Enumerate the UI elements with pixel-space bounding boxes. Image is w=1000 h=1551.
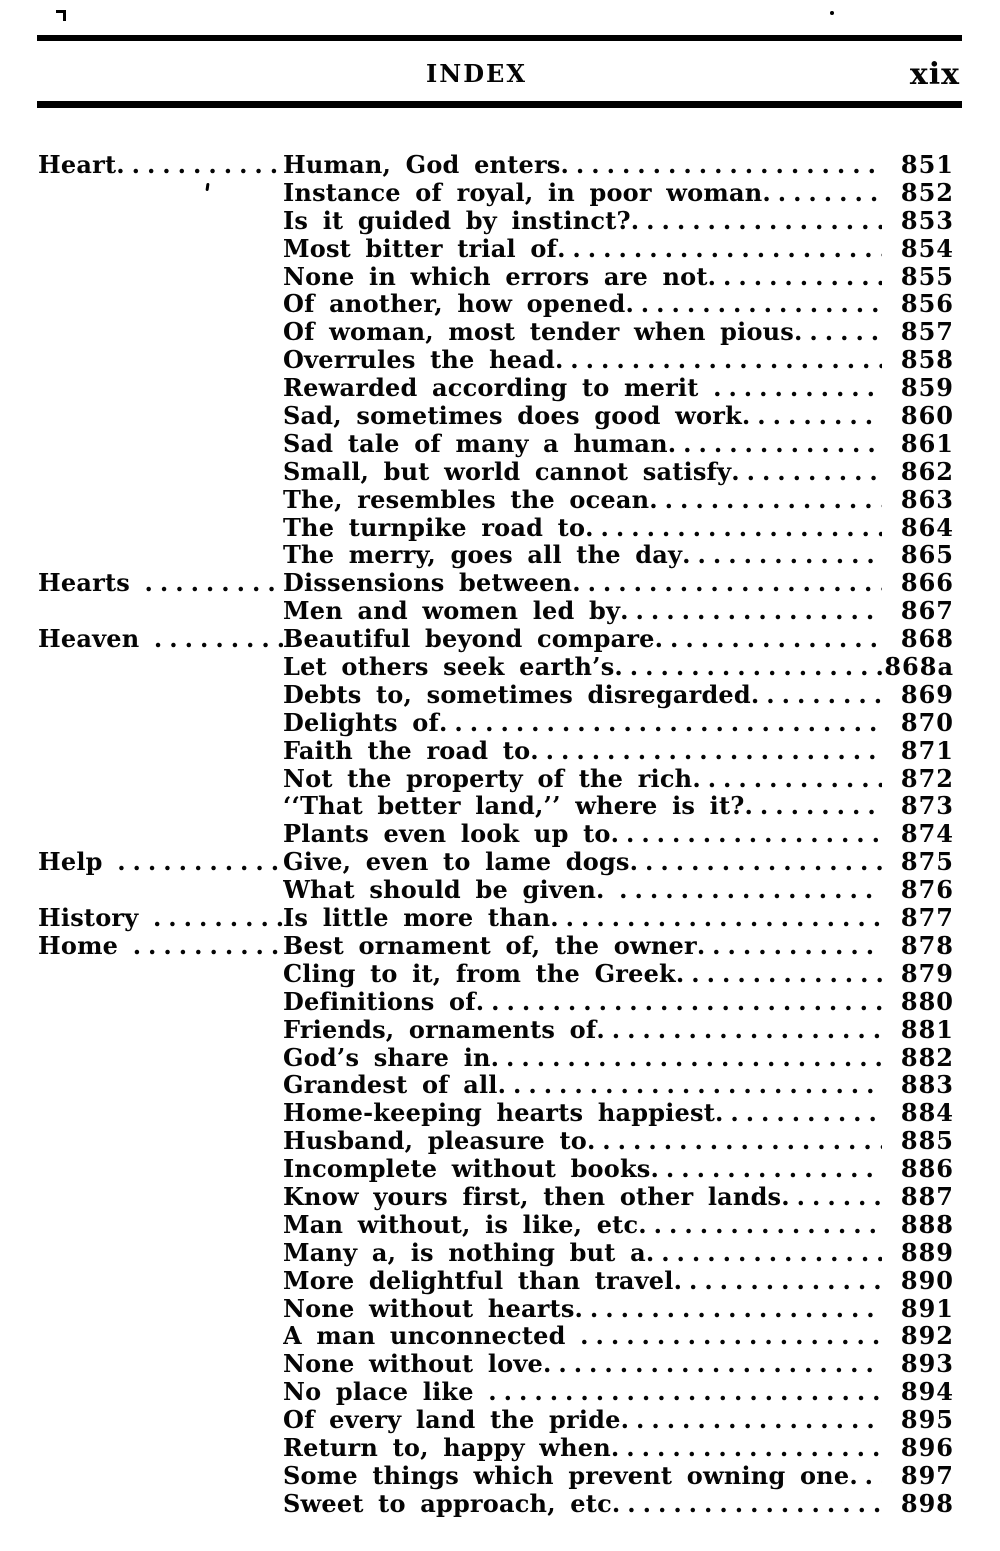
index-entry-text: Of every land the pride ..... bbox=[283, 1406, 882, 1434]
index-entry-page-number: 860 bbox=[900, 401, 954, 431]
index-entry-text: Friends, ornaments of ..... bbox=[283, 1016, 882, 1044]
index-entry-page-number: 897 bbox=[900, 1460, 954, 1490]
index-entry-text: Human, God enters ..... bbox=[283, 151, 882, 179]
index-entry-text: What should be given. ..... bbox=[283, 876, 882, 904]
index-entry-text: Incomplete without books ..... bbox=[283, 1155, 882, 1183]
index-entry-text: None without hearts ..... bbox=[283, 1295, 882, 1323]
index-row bbox=[38, 1267, 954, 1295]
index-entry-text: Delights of ..... bbox=[283, 709, 882, 737]
index-entry-page-number: 863 bbox=[900, 484, 954, 514]
index-entry-page-number: 894 bbox=[900, 1377, 954, 1407]
index-entry-page-number: 861 bbox=[900, 428, 954, 458]
index-row bbox=[38, 458, 954, 486]
index-row bbox=[38, 1462, 954, 1490]
index-entry-text: Best ornament of, the owner ..... bbox=[283, 932, 882, 960]
index-row bbox=[38, 1378, 954, 1406]
index-row bbox=[38, 1350, 954, 1378]
index-row bbox=[38, 876, 954, 904]
index-row bbox=[38, 820, 954, 848]
index-entry-page-number: 870 bbox=[900, 707, 954, 737]
index-row bbox=[38, 151, 954, 179]
page-header bbox=[37, 48, 962, 92]
index-row bbox=[38, 430, 954, 458]
index-entry-page-number: 852 bbox=[900, 177, 954, 207]
index-row bbox=[38, 374, 954, 402]
index-row bbox=[38, 988, 954, 1016]
index-entry-page-number: 875 bbox=[900, 847, 954, 877]
index-entry-page-number: 858 bbox=[900, 345, 954, 375]
index-row bbox=[38, 179, 954, 207]
index-entry-text: The turnpike road to ..... bbox=[283, 514, 882, 542]
index-entry-text: Home-keeping hearts happiest ..... bbox=[283, 1099, 882, 1127]
index-list bbox=[38, 151, 954, 1518]
index-entry-text: None in which errors are not ..... bbox=[283, 263, 882, 291]
index-row bbox=[38, 848, 954, 876]
index-entry-text: Overrules the head ..... bbox=[283, 346, 882, 374]
index-row bbox=[38, 402, 954, 430]
index-row bbox=[38, 904, 954, 932]
index-entry-text: Not the property of the rich ..... bbox=[283, 765, 882, 793]
index-entry-text: Return to, happy when ..... bbox=[283, 1434, 882, 1462]
index-entry-text: The, resembles the ocean ..... bbox=[283, 486, 882, 514]
index-entry-text: Of woman, most tender when pious ..... bbox=[283, 318, 882, 346]
page-number: xix bbox=[909, 57, 960, 92]
scan-artifact-corner bbox=[56, 10, 66, 21]
index-entry-text: ‘‘That better land,’’ where is it? ..... bbox=[283, 792, 882, 820]
index-term: Hearts ..... bbox=[38, 569, 283, 597]
index-term: Help ..... bbox=[38, 848, 283, 876]
index-term: Heaven ..... bbox=[38, 625, 283, 653]
index-entry-text: Definitions of ..... bbox=[283, 988, 882, 1016]
index-row bbox=[38, 263, 954, 291]
index-entry-text: Grandest of all ..... bbox=[283, 1071, 882, 1099]
index-entry-page-number: 891 bbox=[900, 1293, 954, 1323]
index-entry-text: None without love ..... bbox=[283, 1350, 882, 1378]
index-entry-text: Give, even to lame dogs ..... bbox=[283, 848, 882, 876]
index-row bbox=[38, 569, 954, 597]
index-entry-page-number: 884 bbox=[900, 1098, 954, 1128]
index-row bbox=[38, 681, 954, 709]
index-row bbox=[38, 1099, 954, 1127]
index-entry-text: Dissensions between ..... bbox=[283, 569, 882, 597]
index-entry-text: Beautiful beyond compare ..... bbox=[283, 625, 882, 653]
index-row bbox=[38, 960, 954, 988]
index-entry-page-number: 879 bbox=[900, 958, 954, 988]
index-row bbox=[38, 1071, 954, 1099]
index-row bbox=[38, 541, 954, 569]
index-entry-page-number: 878 bbox=[900, 930, 954, 960]
index-entry-page-number: 855 bbox=[900, 261, 954, 291]
index-entry-page-number: 864 bbox=[900, 512, 954, 542]
index-row bbox=[38, 1295, 954, 1323]
index-entry-text: Husband, pleasure to ..... bbox=[283, 1127, 882, 1155]
index-entry-text: Cling to it, from the Greek ..... bbox=[283, 960, 882, 988]
index-row bbox=[38, 1211, 954, 1239]
index-row bbox=[38, 235, 954, 263]
index-entry-text: Faith the road to ..... bbox=[283, 737, 882, 765]
index-entry-page-number: 893 bbox=[900, 1349, 954, 1379]
index-entry-text: Debts to, sometimes disregarded ..... bbox=[283, 681, 882, 709]
index-entry-text: God’s share in ..... bbox=[283, 1044, 882, 1072]
index-row bbox=[38, 737, 954, 765]
index-row bbox=[38, 1044, 954, 1072]
index-entry-page-number: 871 bbox=[900, 735, 954, 765]
index-entry-text: Let others seek earth’s ..... bbox=[283, 653, 882, 681]
index-entry-page-number: 888 bbox=[900, 1209, 954, 1239]
index-entry-page-number: 868 bbox=[900, 624, 954, 654]
index-row bbox=[38, 290, 954, 318]
header-rule bbox=[37, 101, 962, 108]
index-entry-page-number: 887 bbox=[900, 1181, 954, 1211]
index-entry-page-number: 880 bbox=[900, 986, 954, 1016]
index-entry-page-number: 853 bbox=[900, 205, 954, 235]
index-entry-page-number: 898 bbox=[900, 1488, 954, 1518]
index-row bbox=[38, 653, 954, 681]
index-entry-page-number: 890 bbox=[900, 1265, 954, 1295]
index-entry-text: Most bitter trial of ..... bbox=[283, 235, 882, 263]
index-row bbox=[38, 1239, 954, 1267]
index-entry-page-number: 866 bbox=[900, 568, 954, 598]
index-row bbox=[38, 792, 954, 820]
top-rule bbox=[37, 35, 962, 41]
index-entry-page-number: 885 bbox=[900, 1126, 954, 1156]
index-entry-page-number: 874 bbox=[900, 819, 954, 849]
index-row bbox=[38, 207, 954, 235]
index-row bbox=[38, 709, 954, 737]
index-row bbox=[38, 318, 954, 346]
index-entry-page-number: 883 bbox=[900, 1070, 954, 1100]
index-entry-text: Is it guided by instinct? ..... bbox=[283, 207, 882, 235]
index-row bbox=[38, 1322, 954, 1350]
index-entry-text: Small, but world cannot satisfy ..... bbox=[283, 458, 882, 486]
index-entry-page-number: 881 bbox=[900, 1014, 954, 1044]
index-entry-page-number: 877 bbox=[900, 903, 954, 933]
index-row bbox=[38, 625, 954, 653]
index-entry-page-number: 889 bbox=[900, 1237, 954, 1267]
index-entry-page-number: 859 bbox=[900, 373, 954, 403]
index-entry-page-number: 867 bbox=[900, 596, 954, 626]
index-entry-text: More delightful than travel ..... bbox=[283, 1267, 882, 1295]
index-entry-text: Of another, how opened ..... bbox=[283, 290, 882, 318]
index-row bbox=[38, 1183, 954, 1211]
index-entry-text: Rewarded according to merit ..... bbox=[283, 374, 882, 402]
index-row bbox=[38, 932, 954, 960]
index-entry-page-number: 892 bbox=[900, 1321, 954, 1351]
page-title: INDEX bbox=[426, 59, 527, 88]
index-row bbox=[38, 765, 954, 793]
index-entry-page-number: 865 bbox=[900, 540, 954, 570]
index-entry-page-number: 895 bbox=[900, 1405, 954, 1435]
index-entry-text: No place like ..... bbox=[283, 1378, 882, 1406]
index-entry-text: Man without, is like, etc ..... bbox=[283, 1211, 882, 1239]
index-entry-text: Sad, sometimes does good work ..... bbox=[283, 402, 882, 430]
index-row bbox=[38, 1155, 954, 1183]
index-entry-page-number: 862 bbox=[900, 456, 954, 486]
index-entry-text: Instance of royal, in poor woman ..... bbox=[283, 179, 882, 207]
index-entry-text: Sad tale of many a human ..... bbox=[283, 430, 882, 458]
index-term: Home ..... bbox=[38, 932, 283, 960]
index-row bbox=[38, 1490, 954, 1518]
scan-artifact-dot bbox=[830, 11, 834, 15]
index-entry-text: Know yours first, then other lands ..... bbox=[283, 1183, 882, 1211]
index-entry-text: A man unconnected ..... bbox=[283, 1322, 882, 1350]
index-row bbox=[38, 486, 954, 514]
index-term: History ..... bbox=[38, 904, 283, 932]
index-row bbox=[38, 1434, 954, 1462]
index-entry-page-number: 851 bbox=[900, 150, 954, 179]
index-row bbox=[38, 346, 954, 374]
index-row bbox=[38, 597, 954, 625]
index-entry-page-number: 856 bbox=[900, 289, 954, 319]
index-row bbox=[38, 1127, 954, 1155]
index-term: Heart ..... bbox=[38, 151, 283, 179]
index-entry-text: Plants even look up to ..... bbox=[283, 820, 882, 848]
index-entry-text: Is little more than ..... bbox=[283, 904, 882, 932]
index-row bbox=[38, 1406, 954, 1434]
index-entry-text: Sweet to approach, etc ..... bbox=[283, 1490, 882, 1518]
index-entry-page-number: 857 bbox=[900, 317, 954, 347]
index-entry-text: The merry, goes all the day ..... bbox=[283, 541, 882, 569]
index-entry-page-number: 882 bbox=[900, 1042, 954, 1072]
index-entry-page-number: 876 bbox=[900, 875, 954, 905]
index-row bbox=[38, 1016, 954, 1044]
index-entry-text: Men and women led by ..... bbox=[283, 597, 882, 625]
index-entry-page-number: 896 bbox=[900, 1432, 954, 1462]
index-entry-page-number: 868a bbox=[884, 652, 954, 682]
index-entry-text: Some things which prevent owning one ..... bbox=[283, 1462, 882, 1490]
index-entry-text: Many a, is nothing but a ..... bbox=[283, 1239, 882, 1267]
index-entry-page-number: 886 bbox=[900, 1154, 954, 1184]
index-entry-page-number: 873 bbox=[900, 791, 954, 821]
index-entry-page-number: 872 bbox=[900, 763, 954, 793]
index-entry-page-number: 869 bbox=[900, 679, 954, 709]
index-entry-page-number: 854 bbox=[900, 233, 954, 263]
index-row bbox=[38, 514, 954, 542]
